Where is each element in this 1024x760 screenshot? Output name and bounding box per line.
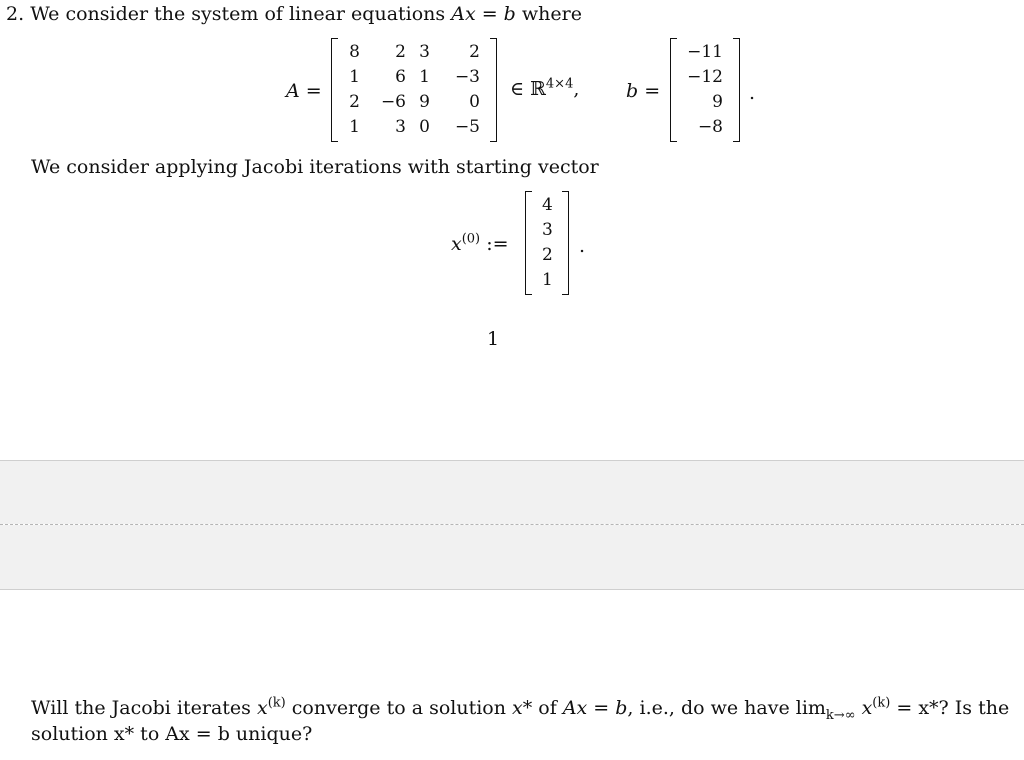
matrix-a-left-bracket (331, 38, 338, 142)
question-xk2-base: x (861, 697, 873, 719)
question-text-a: Will the Jacobi iterates (31, 697, 251, 719)
x0-label-base: x (451, 233, 462, 255)
page-break-top-line (0, 460, 1024, 461)
vector-x0-cell: 1 (542, 270, 553, 290)
vector-b-cells (677, 38, 733, 142)
vector-b (670, 38, 740, 142)
question-text-d: , i.e., do we have lim (627, 697, 826, 719)
vector-b-cell: 9 (712, 92, 723, 112)
matrix-a-label-text: A = (286, 80, 322, 102)
matrix-a (331, 38, 497, 142)
membership-symbol: ∈ ℝ (510, 78, 546, 100)
question-xk-sup: (k) (267, 695, 286, 711)
matrix-a-label (286, 80, 322, 102)
question-text-b: converge to a solution (291, 697, 506, 719)
x0-period-text: . (579, 235, 586, 257)
matrix-a-cell: 2 (395, 42, 406, 62)
question-xstar: x* (512, 697, 533, 719)
question-xk2-sup: (k) (872, 695, 891, 711)
matrix-a-cell: 2 (349, 92, 360, 112)
vector-b-left-bracket (670, 38, 677, 142)
matrix-a-cell: 0 (469, 92, 480, 112)
intro-eq-x: x (464, 3, 476, 25)
page-number (487, 328, 499, 350)
intro-eq-sign: = (481, 3, 498, 25)
x0-period (579, 235, 585, 257)
matrix-a-cell: 9 (419, 92, 430, 112)
matrix-a-cell: 6 (395, 67, 406, 87)
question-line-2 (31, 723, 312, 745)
vector-x0-cell: 3 (542, 220, 553, 240)
jacobi-sentence-text: We consider applying Jacobi iterations with starting vector (31, 156, 599, 178)
matrix-a-membership (510, 78, 579, 100)
question-lim-sub: k→∞ (825, 707, 856, 723)
matrix-a-cell: 1 (349, 67, 360, 87)
matrix-a-cell: 1 (419, 67, 430, 87)
vector-b-cell: −12 (687, 67, 723, 87)
vector-b-label (626, 80, 660, 102)
matrix-a-cell: 8 (349, 42, 360, 62)
x0-label (451, 233, 509, 255)
matrix-a-cell: 1 (349, 117, 360, 137)
question-text-f: = x*? Is the (896, 697, 1010, 719)
matrix-dims: 4×4 (545, 76, 574, 92)
vector-x0 (525, 191, 569, 295)
vector-x0-cells (532, 191, 562, 295)
vector-x0-cell: 2 (542, 245, 553, 265)
matrix-a-cell: 0 (419, 117, 430, 137)
intro-eq-a: A (451, 3, 465, 25)
question-eq: Ax = b (562, 697, 628, 719)
matrix-a-cell: 3 (419, 42, 430, 62)
question-xk-base: x (256, 697, 268, 719)
matrix-a-cell: 2 (469, 42, 480, 62)
page-break-band-top (0, 461, 1024, 524)
matrix-a-right-bracket (490, 38, 497, 142)
vector-b-cell: −11 (687, 42, 723, 62)
matrix-a-cell: −5 (454, 117, 480, 137)
vector-b-cell: −8 (697, 117, 723, 137)
matrix-a-cell: 3 (395, 117, 406, 137)
matrix-a-cells (338, 38, 490, 142)
jacobi-sentence (31, 156, 599, 178)
question-line-1 (31, 695, 1010, 723)
vector-b-period-text: . (749, 82, 756, 104)
intro-where: where (521, 3, 582, 25)
x0-assign: := (486, 233, 509, 255)
page-break-bottom-line (0, 589, 1024, 590)
vector-x0-left-bracket (525, 191, 532, 295)
intro-text: We consider the system of linear equations (30, 3, 446, 25)
vector-x0-cell: 4 (542, 195, 553, 215)
page-number-text: 1 (487, 328, 500, 350)
question-line-2-text: solution x* to Ax = b unique? (31, 723, 313, 745)
matrix-a-cell: −3 (454, 67, 480, 87)
matrix-a-cell: −6 (380, 92, 406, 112)
vector-b-period (749, 82, 755, 104)
x0-label-sup: (0) (461, 231, 481, 247)
vector-x0-right-bracket (562, 191, 569, 295)
vector-b-right-bracket (733, 38, 740, 142)
question-text-c: of (538, 697, 557, 719)
vector-b-label-text: b = (626, 80, 661, 102)
problem-number: 2. (6, 3, 25, 25)
membership-comma: , (573, 78, 580, 100)
problem-intro (6, 3, 582, 25)
intro-eq-b: b (503, 3, 516, 25)
page-break-band-bottom (0, 525, 1024, 589)
